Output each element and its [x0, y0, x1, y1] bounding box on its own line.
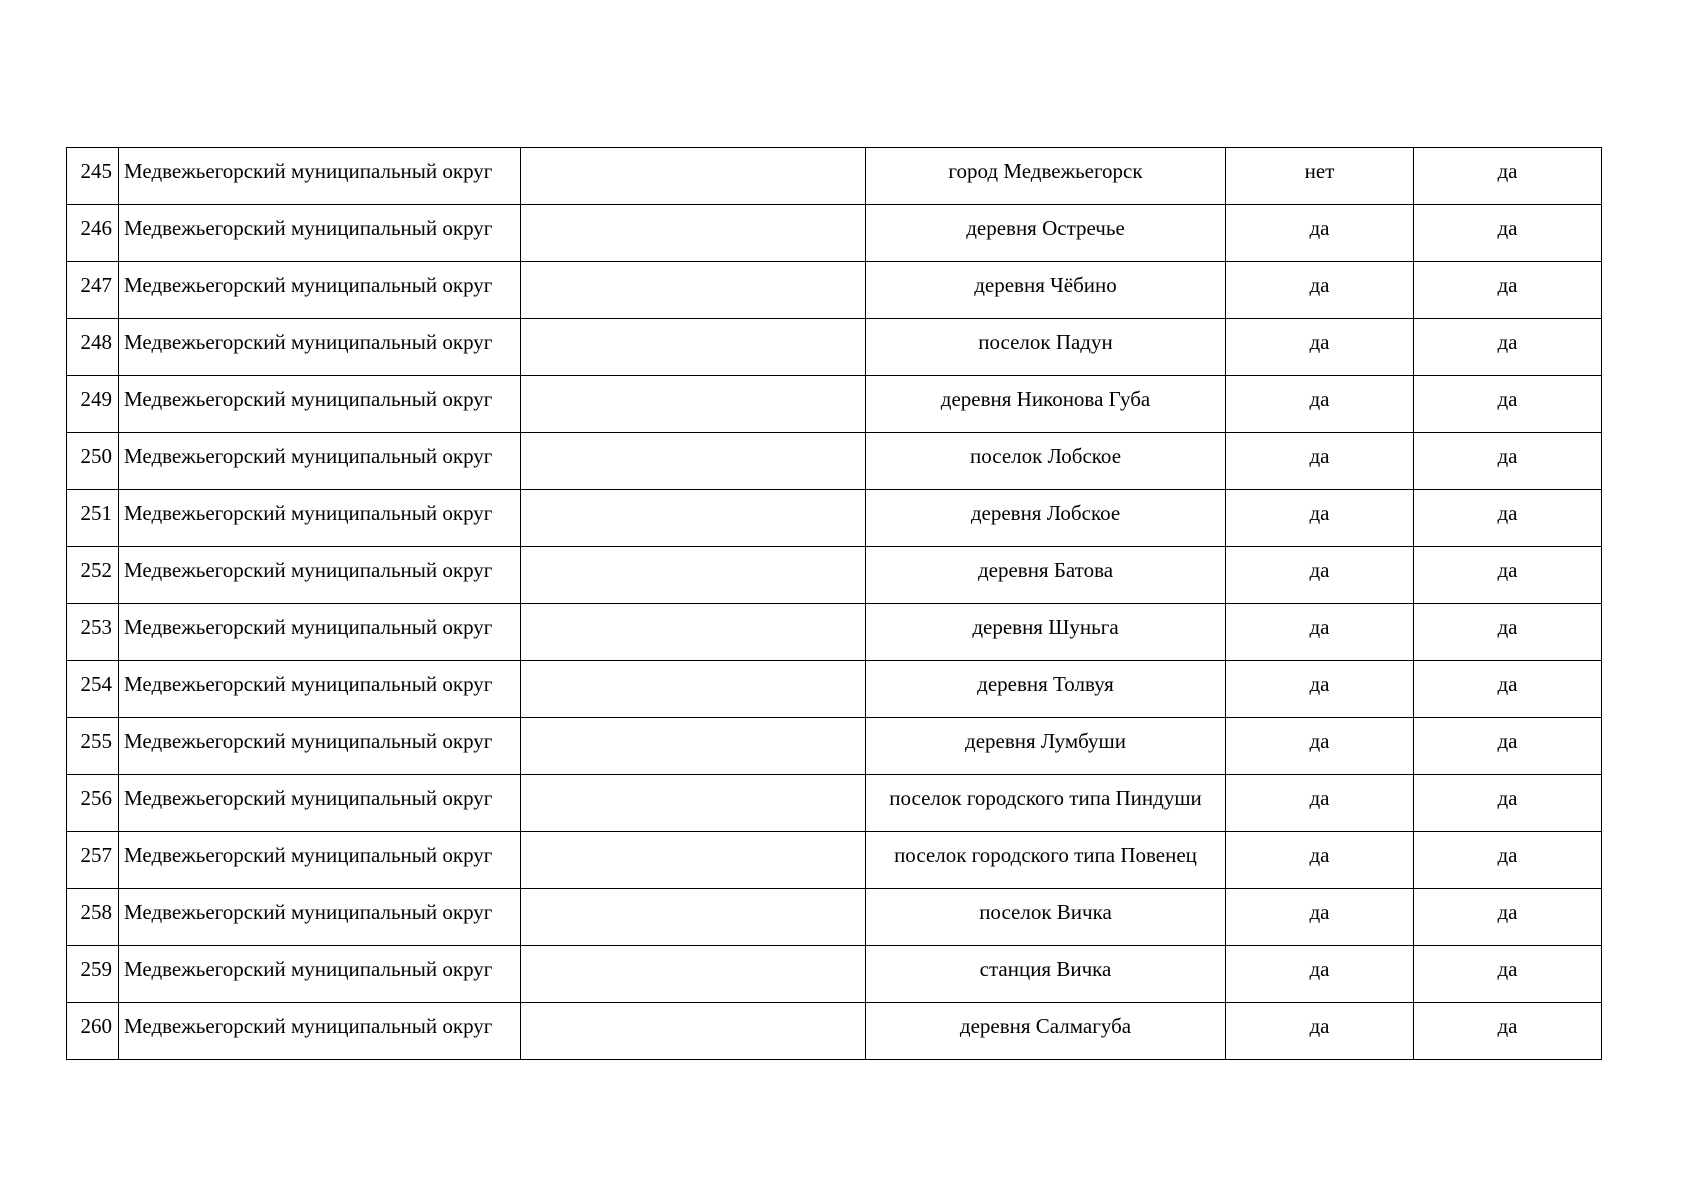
flag-cell-1: да: [1226, 661, 1414, 718]
empty-cell: [521, 490, 866, 547]
settlement-cell: станция Вичка: [866, 946, 1226, 1003]
row-number: 257: [67, 832, 119, 889]
flag-cell-1: да: [1226, 262, 1414, 319]
settlements-table: [66, 147, 1602, 1060]
flag-cell-1: да: [1226, 718, 1414, 775]
settlement-cell: город Медвежьегорск: [866, 148, 1226, 205]
empty-cell: [521, 1003, 866, 1060]
settlement-cell: поселок Падун: [866, 319, 1226, 376]
settlement-cell: деревня Батова: [866, 547, 1226, 604]
empty-cell: [521, 262, 866, 319]
flag-cell-1: да: [1226, 832, 1414, 889]
district-cell: Медвежьегорский муниципальный округ: [119, 832, 521, 889]
settlement-cell: деревня Салмагуба: [866, 1003, 1226, 1060]
row-number: 254: [67, 661, 119, 718]
row-number: 251: [67, 490, 119, 547]
flag-cell-1: да: [1226, 319, 1414, 376]
row-number: 256: [67, 775, 119, 832]
flag-cell-2: да: [1414, 319, 1602, 376]
row-number: 260: [67, 1003, 119, 1060]
empty-cell: [521, 889, 866, 946]
empty-cell: [521, 205, 866, 262]
row-number: 246: [67, 205, 119, 262]
empty-cell: [521, 547, 866, 604]
flag-cell-2: да: [1414, 718, 1602, 775]
table-row: [67, 832, 1602, 889]
flag-cell-2: да: [1414, 205, 1602, 262]
row-number: 245: [67, 148, 119, 205]
settlement-cell: деревня Чёбино: [866, 262, 1226, 319]
flag-cell-2: да: [1414, 547, 1602, 604]
row-number: 258: [67, 889, 119, 946]
row-number: 253: [67, 604, 119, 661]
table-row: [67, 1003, 1602, 1060]
row-number: 249: [67, 376, 119, 433]
table-row: [67, 319, 1602, 376]
district-cell: Медвежьегорский муниципальный округ: [119, 718, 521, 775]
table-row: [67, 148, 1602, 205]
flag-cell-1: да: [1226, 490, 1414, 547]
row-number: 250: [67, 433, 119, 490]
district-cell: Медвежьегорский муниципальный округ: [119, 775, 521, 832]
settlement-cell: деревня Никонова Губа: [866, 376, 1226, 433]
empty-cell: [521, 604, 866, 661]
flag-cell-1: да: [1226, 775, 1414, 832]
table-row: [67, 205, 1602, 262]
flag-cell-1: да: [1226, 433, 1414, 490]
settlement-cell: поселок Вичка: [866, 889, 1226, 946]
flag-cell-1: да: [1226, 889, 1414, 946]
flag-cell-1: да: [1226, 376, 1414, 433]
table-body: [67, 148, 1602, 1060]
flag-cell-1: да: [1226, 604, 1414, 661]
district-cell: Медвежьегорский муниципальный округ: [119, 1003, 521, 1060]
empty-cell: [521, 319, 866, 376]
flag-cell-1: да: [1226, 946, 1414, 1003]
row-number: 259: [67, 946, 119, 1003]
table-row: [67, 433, 1602, 490]
flag-cell-2: да: [1414, 490, 1602, 547]
table-row: [67, 775, 1602, 832]
flag-cell-2: да: [1414, 262, 1602, 319]
district-cell: Медвежьегорский муниципальный округ: [119, 205, 521, 262]
district-cell: Медвежьегорский муниципальный округ: [119, 889, 521, 946]
flag-cell-2: да: [1414, 604, 1602, 661]
table-row: [67, 661, 1602, 718]
flag-cell-2: да: [1414, 148, 1602, 205]
district-cell: Медвежьегорский муниципальный округ: [119, 262, 521, 319]
district-cell: Медвежьегорский муниципальный округ: [119, 547, 521, 604]
empty-cell: [521, 832, 866, 889]
flag-cell-1: да: [1226, 205, 1414, 262]
district-cell: Медвежьегорский муниципальный округ: [119, 604, 521, 661]
settlement-cell: поселок Лобское: [866, 433, 1226, 490]
table-row: [67, 262, 1602, 319]
flag-cell-2: да: [1414, 433, 1602, 490]
table-row: [67, 718, 1602, 775]
row-number: 252: [67, 547, 119, 604]
settlement-cell: деревня Толвуя: [866, 661, 1226, 718]
table-row: [67, 490, 1602, 547]
table-row: [67, 889, 1602, 946]
district-cell: Медвежьегорский муниципальный округ: [119, 433, 521, 490]
row-number: 248: [67, 319, 119, 376]
settlement-cell: поселок городского типа Пиндуши: [866, 775, 1226, 832]
district-cell: Медвежьегорский муниципальный округ: [119, 946, 521, 1003]
flag-cell-1: да: [1226, 1003, 1414, 1060]
flag-cell-2: да: [1414, 832, 1602, 889]
district-cell: Медвежьегорский муниципальный округ: [119, 148, 521, 205]
table-row: [67, 604, 1602, 661]
empty-cell: [521, 148, 866, 205]
flag-cell-2: да: [1414, 1003, 1602, 1060]
empty-cell: [521, 946, 866, 1003]
table-row: [67, 376, 1602, 433]
district-cell: Медвежьегорский муниципальный округ: [119, 376, 521, 433]
empty-cell: [521, 376, 866, 433]
settlement-cell: поселок городского типа Повенец: [866, 832, 1226, 889]
flag-cell-2: да: [1414, 376, 1602, 433]
flag-cell-2: да: [1414, 775, 1602, 832]
empty-cell: [521, 718, 866, 775]
flag-cell-1: нет: [1226, 148, 1414, 205]
row-number: 247: [67, 262, 119, 319]
settlement-cell: деревня Лумбуши: [866, 718, 1226, 775]
district-cell: Медвежьегорский муниципальный округ: [119, 319, 521, 376]
settlement-cell: деревня Шуньга: [866, 604, 1226, 661]
empty-cell: [521, 661, 866, 718]
empty-cell: [521, 433, 866, 490]
district-cell: Медвежьегорский муниципальный округ: [119, 490, 521, 547]
table-row: [67, 547, 1602, 604]
settlement-cell: деревня Лобское: [866, 490, 1226, 547]
flag-cell-2: да: [1414, 661, 1602, 718]
flag-cell-2: да: [1414, 889, 1602, 946]
settlement-cell: деревня Остречье: [866, 205, 1226, 262]
district-cell: Медвежьегорский муниципальный округ: [119, 661, 521, 718]
row-number: 255: [67, 718, 119, 775]
flag-cell-2: да: [1414, 946, 1602, 1003]
empty-cell: [521, 775, 866, 832]
table-row: [67, 946, 1602, 1003]
flag-cell-1: да: [1226, 547, 1414, 604]
